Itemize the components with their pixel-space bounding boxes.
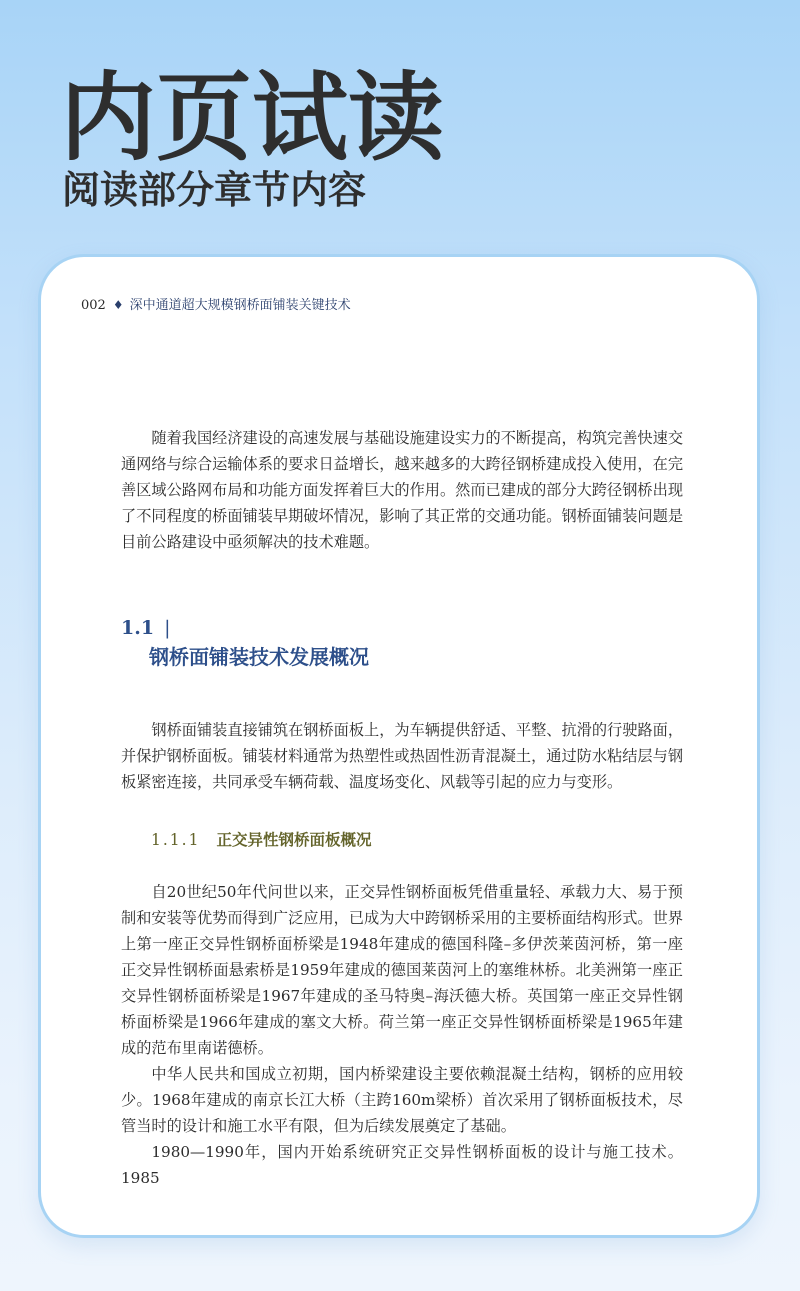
header-separator-icon: ♦ (112, 298, 124, 312)
subsection-number: 1.1.1 (151, 831, 201, 849)
page-hero-title: 内页试读 (60, 62, 444, 174)
section-number-text: 1.1 (121, 617, 155, 639)
section-paragraph: 钢桥面铺装直接铺筑在钢桥面板上，为车辆提供舒适、平整、抗滑的行驶路面，并保护钢桥面板。铺装材料通常为热塑性或热固性沥青混凝土，通过防水粘结层与钢板紧密连接，共同承受车辆荷载、温度场变化、风载等引起的应力与变形。 (121, 721, 683, 791)
page-number: 002 (81, 298, 106, 313)
subsection-paragraph: 自20世纪50年代问世以来，正交异性钢桥面板凭借重量轻、承载力大、易于预制和安装等优势而得到广泛应用，已成为大中跨钢桥采用的主要桥面结构形式。世界上第一座正交异性钢桥面桥梁是1948年建成的德国科隆–多伊茨莱茵河桥，第一座正交异性钢桥面悬索桥是1959年建成的德国莱茵河上的塞维林桥。北美洲第一座正交异性钢桥面桥梁是1967年建成的圣马特奥–海沃德大桥。英国第一座正交异性钢桥面桥梁是1966年建成的塞文大桥。荷兰第一座正交异性钢桥面桥梁是1965年建成的范布里南诺德桥。 (121, 883, 683, 1057)
subsection-paragraph: 1980—1990年，国内开始系统研究正交异性钢桥面板的设计与施工技术。1985 (121, 1143, 683, 1187)
intro-paragraph: 随着我国经济建设的高速发展与基础设施建设实力的不断提高，构筑完善快速交通网络与综合运输体系的要求日益增长，越来越多的大跨径钢桥建成投入使用，在完善区域公路网布局和功能方面发挥着巨大的作用。然而已建成的部分大跨径钢桥出现了不同程度的桥面铺装早期破坏情况，影响了其正常的交通功能。钢桥面铺装问题是目前公路建设中亟须解决的技术难题。 (121, 429, 683, 551)
running-header (81, 296, 351, 315)
subsection-heading (151, 828, 371, 852)
section-number-separator: | (164, 617, 171, 639)
subsection-paragraph: 中华人民共和国成立初期，国内桥梁建设主要依赖混凝土结构，钢桥的应用较少。1968年建成的南京长江大桥（主跨160m梁桥）首次采用了钢桥面板技术，尽管当时的设计和施工水平有限，但为后续发展奠定了基础。 (121, 1065, 683, 1135)
section-title: 钢桥面铺装技术发展概况 (149, 645, 369, 669)
subsection-title: 正交异性钢桥面板概况 (216, 830, 372, 849)
subsection-body (121, 879, 683, 1191)
page-hero-subtitle: 阅读部分章节内容 (62, 168, 367, 212)
section-number (121, 615, 170, 641)
book-page-preview-card (38, 254, 760, 1238)
running-title: 深中通道超大规模钢桥面铺装关键技术 (129, 298, 351, 313)
